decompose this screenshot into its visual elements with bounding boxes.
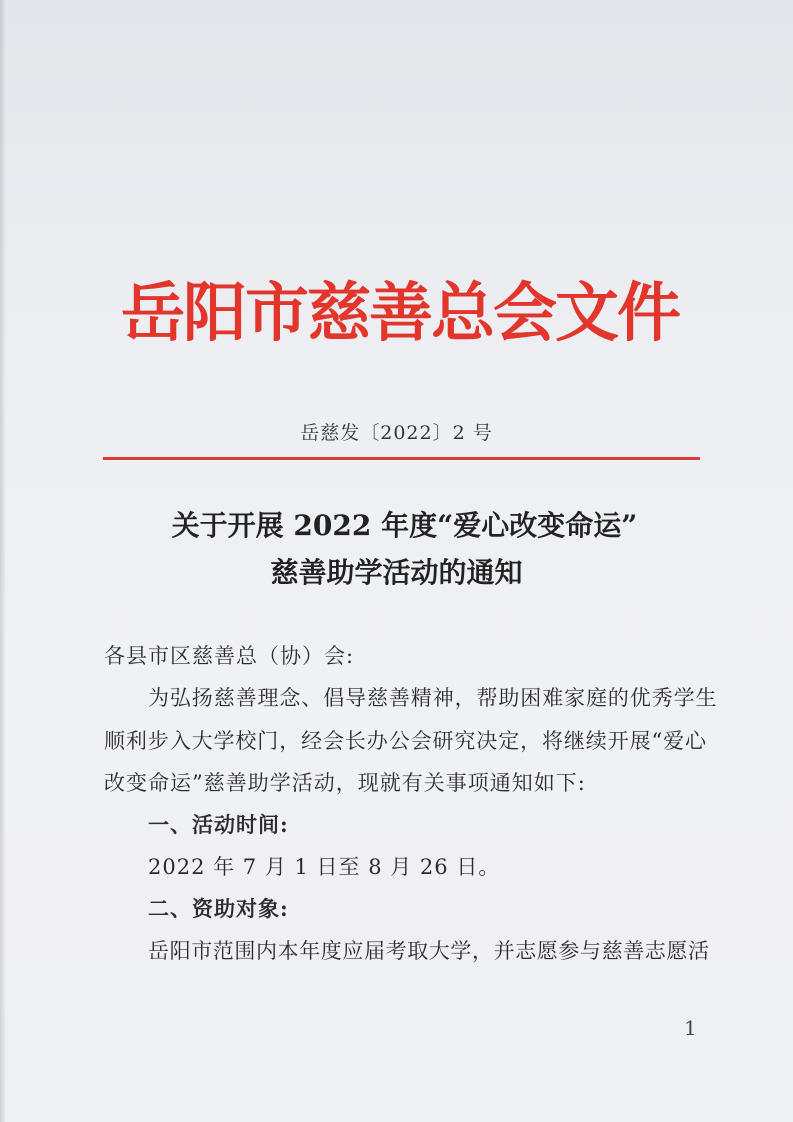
salutation: 各县市区慈善总（协）会: — [104, 644, 355, 668]
document-number: 岳慈发〔2022〕2 号 — [300, 422, 493, 444]
notice-title-line-1: 关于开展 2022 年度“爱心改变命运” — [171, 509, 638, 542]
notice-title-line-2: 慈善助学活动的通知 — [270, 556, 523, 589]
section-2-text: 岳阳市范围内本年度应届考取大学，并志愿参与慈善志愿活 — [148, 939, 710, 963]
red-divider-rule — [103, 457, 700, 460]
intro-line-3: 改变命运”慈善助学活动，现就有关事项通知如下: — [104, 771, 586, 795]
section-2-heading: 二、资助对象: — [148, 896, 289, 921]
page-number: 1 — [684, 1016, 697, 1040]
section-1-text: 2022 年 7 月 1 日至 8 月 26 日。 — [148, 855, 501, 879]
org-header-title: 岳阳市慈善总会文件 — [121, 276, 679, 351]
intro-line-2: 顺利步入大学校门，经会长办公会研究决定，将继续开展“爱心 — [104, 729, 707, 753]
section-1-heading: 一、活动时间: — [148, 812, 289, 837]
intro-line-1: 为弘扬慈善理念、倡导慈善精神，帮助困难家庭的优秀学生 — [148, 686, 718, 710]
